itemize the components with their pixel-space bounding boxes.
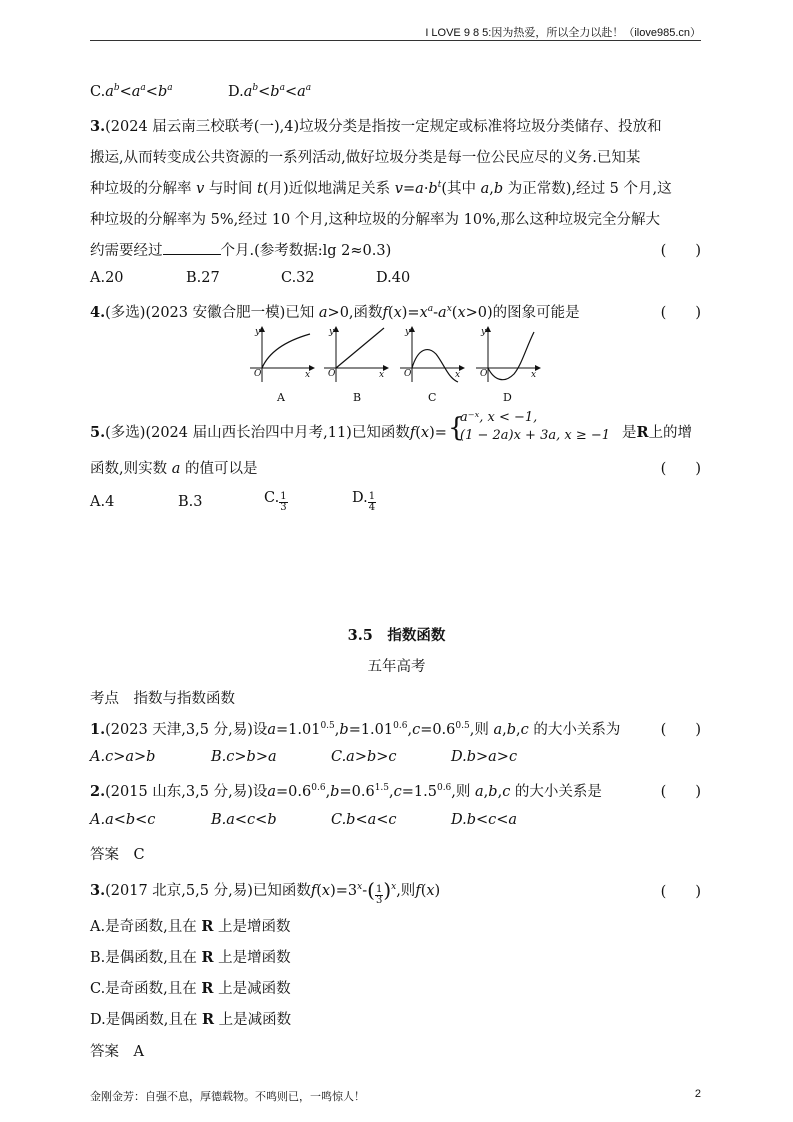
page-header: I LOVE 9 8 5:因为热爱，所以全力以赴！（ilove985.cn） [425,27,701,39]
section-question-3-option-d: D.是偶函数,且在 R 上是减函数 [90,1011,292,1028]
section-question-3-paren: ( ) [660,884,701,900]
graph-a-origin: O [254,369,262,379]
section-question-1-option-a: A.c>a>b [90,749,156,765]
graph-a-x-label: x [305,370,311,380]
question-5-option-b: B.3 [178,494,203,510]
question-5-line2: 函数,则实数 a 的值可以是 [90,461,258,477]
question-5-text: 5.(多选)(2024 届山西长治四中月考,11)已知函数f(x)= [90,424,447,441]
section-question-1-option-b: B.c>b>a [211,749,277,765]
section-question-3: 3.(2017 北京,5,5 分,易)已知函数$f(x)=3^x-$( $\frac{1}{3}$ )$^x$,则f(x) [90,878,441,906]
graph-b-label: B [353,391,362,404]
section-question-3-option-a: A.是奇函数,且在 R 上是增函数 [90,918,291,935]
section-question-2-option-c: C.b<a<c [331,812,397,828]
section-subtitle: 五年高考 [367,659,426,675]
graph-b-y-label: y [329,327,335,337]
question-3-option-b: B.27 [186,270,220,286]
prev-option-d: $D.a^b<b^a<a^a$ [228,83,312,100]
graph-c-x-label: x [455,370,461,380]
page-number: 2 [694,1088,701,1100]
graph-d-label: D [503,391,512,404]
question-3-option-a: A.20 [90,270,124,286]
piecewise-case-1: a⁻ˣ, x < −1, [460,410,538,425]
section-question-2-answer: 答案 C [90,847,145,863]
question-4-graphs [248,324,544,384]
graph-c-label: C [428,391,437,404]
question-3-paren: ( ) [660,243,701,259]
graph-d-origin: O [480,369,488,379]
graph-a-y-label: y [255,327,261,337]
section-question-2: 2.(2015 山东,3,5 分,易)设$a=0.6^{0.6},b=0.6^{1.5},c=1.5^{0.6}$,则 a,b,c 的大小关系是 [90,783,602,800]
graph-b-origin: O [328,369,336,379]
piecewise-brace: { [448,413,465,443]
graph-d-y-label: y [481,327,487,337]
section-question-3-answer: 答案 A [90,1044,144,1060]
question-5-text-end: 是R上的增 [622,424,693,441]
section-title: 3.5 指数函数 [347,627,446,644]
prev-option-c: $C.a^b<a^a<b^a$ [90,83,173,100]
question-4-text: 4.(多选)(2023 安徽合肥一模)已知 a>0,函数$f(x)=x^a-a^x(x>0)$的图象可能是 [90,304,580,321]
question-3-line1: 3.(2024 届云南三校联考(一),4)垃圾分类是指按一定规定或标准将垃圾分类储存、投放和 [90,118,662,135]
section-question-2-option-a: A.a<b<c [90,812,156,828]
section-question-2-paren: ( ) [660,784,701,800]
section-question-2-option-b: B.a<c<b [211,812,277,828]
section-question-2-option-d: D.b<c<a [451,812,518,828]
question-5-option-d: D. $\frac{1}{4}$ [352,490,376,513]
footer-motto: 金刚金芳：自强不息，厚德载物。不鸣则已，一鸣惊人！ [90,1091,365,1103]
graph-c-origin: O [404,369,412,379]
question-4-paren: ( ) [660,305,701,321]
question-3-option-d: D.40 [376,270,411,286]
header-rule [90,40,701,41]
graph-c-y-label: y [405,327,411,337]
section-question-1-option-c: C.a>b>c [331,749,397,765]
section-question-3-option-b: B.是偶函数,且在 R 上是增函数 [90,949,291,966]
section-question-1-option-d: D.b>a>c [451,749,518,765]
kaodian-heading: 考点 指数与指数函数 [90,691,235,707]
question-3-line5: 约需要经过 个月.(参考数据:lg 2≈0.3) [90,243,392,259]
graph-a-label: A [277,391,285,404]
question-3-option-c: C.32 [281,270,315,286]
question-3-line2: 搬运,从而转变成公共资源的一系列活动,做好垃圾分类是每一位公民应尽的义务.已知某 [90,150,641,166]
graph-b-x-label: x [379,370,385,380]
question-5-option-c: C. $\frac{1}{3}$ [264,490,287,513]
section-question-1: 1.(2023 天津,3,5 分,易)设$a=1.01^{0.5},b=1.01^{0.6},c=0.6^{0.5}$,则 a,b,c 的大小关系为 [90,721,621,738]
question-3-line4: 种垃圾的分解率为 5%,经过 10 个月,这种垃圾的分解率为 10%,那么这种垃圾完全分解大 [90,212,660,228]
section-question-1-paren: ( ) [660,722,701,738]
question-5-paren: ( ) [660,461,701,477]
section-question-3-option-c: C.是奇函数,且在 R 上是减函数 [90,980,291,997]
piecewise-case-2: (1 − 2a)x + 3a, x ≥ −1 [460,428,611,443]
answer-blank[interactable] [163,242,221,255]
question-3-line3: 种垃圾的分解率 v 与时间 t(月)近似地满足关系 $v=a\cdot b^t$(其中 a,b 为正常数),经过 5 个月,这 [90,180,672,197]
graph-d-x-label: x [531,370,537,380]
question-5-option-a: A.4 [90,494,115,510]
